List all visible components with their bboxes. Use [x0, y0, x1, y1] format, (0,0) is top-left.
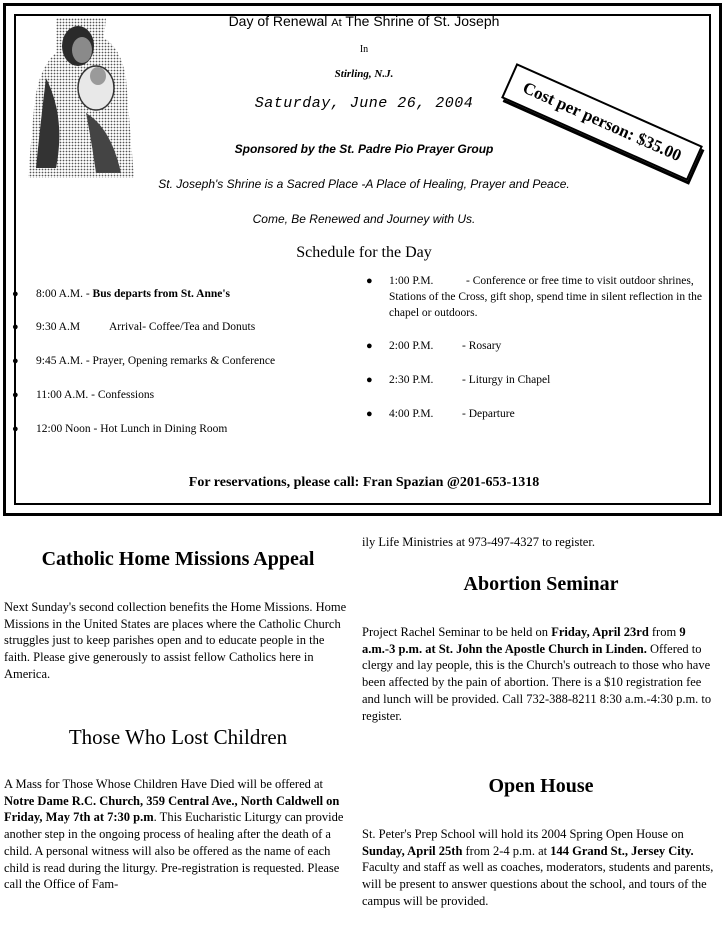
schedule-text: Hot Lunch in Dining Room [100, 423, 228, 435]
children-continued [362, 534, 720, 551]
bullet: ● [12, 321, 19, 333]
bullet: ● [366, 340, 373, 352]
flyer-tagline: St. Joseph's Shrine is a Sacred Place -A Place of Healing, Prayer and Peace. [158, 177, 570, 191]
schedule-text: Arrival- Coffee/Tea and Donuts [109, 321, 256, 333]
children-bold: Notre Dame R.C. Church, 359 Central Ave., North Caldwell on Friday, May 7th at 7:30 p.m [4, 793, 340, 825]
missions-heading: Catholic Home Missions Appeal [41, 548, 315, 570]
openhouse-body: St. Peter's Prep School will hold its 2004 Spring Open House on [362, 827, 684, 841]
bullet: ● [12, 288, 19, 300]
abortion-heading: Abortion Seminar [463, 573, 619, 595]
missions-body: Next Sunday's second collection benefits the Home Missions. Home Missions in the United States are places where the Catholic Church struggles just to keep parishes open and to educate people in the faith. Please give generously to assist fellow Catholics here in America. [4, 600, 347, 681]
openhouse-body: Faculty and staff as well as coaches, moderators, students and parents, will be present to answer questions about the school, and tours of the campus will be provided. [362, 860, 714, 908]
schedule-time: 2:30 P.M. [389, 374, 434, 386]
schedule-text: - Departure [462, 408, 515, 420]
schedule-text: Confessions [97, 389, 155, 401]
title-part: At [331, 17, 342, 29]
bullet: ● [366, 374, 373, 386]
openhouse-article [362, 826, 720, 910]
bullet: ● [12, 355, 19, 367]
schedule-time: 1:00 P.M. [389, 275, 434, 287]
flyer-in-text: In [359, 44, 369, 55]
children-continued-text: ily Life Ministries at 973-497-4327 to register. [362, 535, 595, 549]
flyer-tagline: Come, Be Renewed and Journey with Us. [252, 212, 476, 226]
schedule-time: 12:00 Noon - [36, 423, 98, 435]
abortion-article [362, 624, 720, 724]
missions-article [4, 599, 352, 683]
openhouse-bold: Sunday, April 25th [362, 843, 463, 858]
title-part: The Shrine of St. Joseph [341, 13, 500, 29]
abortion-body: from [648, 625, 680, 639]
abortion-bold: 9 a.m.-3 p.m. at St. John the Apostle Church in Linden. [362, 625, 686, 656]
schedule-text: - Liturgy in Chapel [462, 374, 551, 386]
reservations-line: For reservations, please call: Fran Spazian @201-653-1318 [188, 475, 540, 490]
bullet: ● [366, 275, 373, 287]
bullet: ● [366, 408, 373, 420]
title-part: Day of Renewal [228, 13, 332, 29]
cost-stamp: Cost per person: $35.00 [501, 63, 703, 181]
schedule-time: 11:00 A.M. - [36, 389, 95, 401]
schedule-text: Bus departs from St. Anne's [92, 288, 231, 300]
flyer-city: Stirling, N.J. [334, 68, 394, 80]
schedule-time: 2:00 P.M. [389, 340, 434, 352]
bullet: ● [12, 423, 19, 435]
bullet: ● [12, 389, 19, 401]
schedule-title: Schedule for the Day [296, 244, 432, 261]
children-body: . This Eucharistic Liturgy can provide another step in the ongoing process of healing after the death of a child. A personal witness will also be offered as the name of each child is read during the liturgy. Pre-registration is requested. Please call the Office of Fam- [4, 810, 344, 892]
openhouse-body: from 2-4 p.m. at [462, 843, 551, 858]
schedule-text: - Conference or free time to visit outdoor shrines, Stations of the Cross, gift shop, spend time in silent reflection in the chapel or outdoors. [389, 275, 703, 319]
openhouse-heading: Open House [488, 775, 594, 797]
abortion-bold: Friday, April 23rd [551, 625, 649, 639]
schedule-time: 9:30 A.M [36, 321, 81, 333]
schedule-time: 4:00 P.M. [389, 408, 434, 420]
children-body: A Mass for Those Whose Children Have Died will be offered at [4, 777, 324, 791]
flyer-title [0, 13, 728, 29]
schedule-text: - Rosary [462, 340, 502, 352]
abortion-body: Offered to clergy and lay people, this is the Church's outreach to those who have been affected by the pain of abortion. There is a $10 registration fee and lunch will be provided. Call 732-388-8211 8:30 a.m.-4:30 p.m. to register. [362, 641, 712, 723]
schedule-text: Prayer, Opening remarks & Conference [92, 355, 276, 367]
children-heading: Those Who Lost Children [68, 725, 288, 749]
abortion-body: Project Rachel Seminar to be held on [362, 625, 552, 639]
children-article [4, 776, 352, 893]
schedule-time: 9:45 A.M. - [36, 355, 90, 367]
flyer-date: Saturday, June 26, 2004 [254, 95, 474, 112]
flyer-sponsor: Sponsored by the St. Padre Pio Prayer Group [234, 142, 494, 156]
schedule-time: 8:00 A.M. - [36, 288, 90, 300]
openhouse-bold: 144 Grand St., Jersey City. [550, 843, 694, 858]
